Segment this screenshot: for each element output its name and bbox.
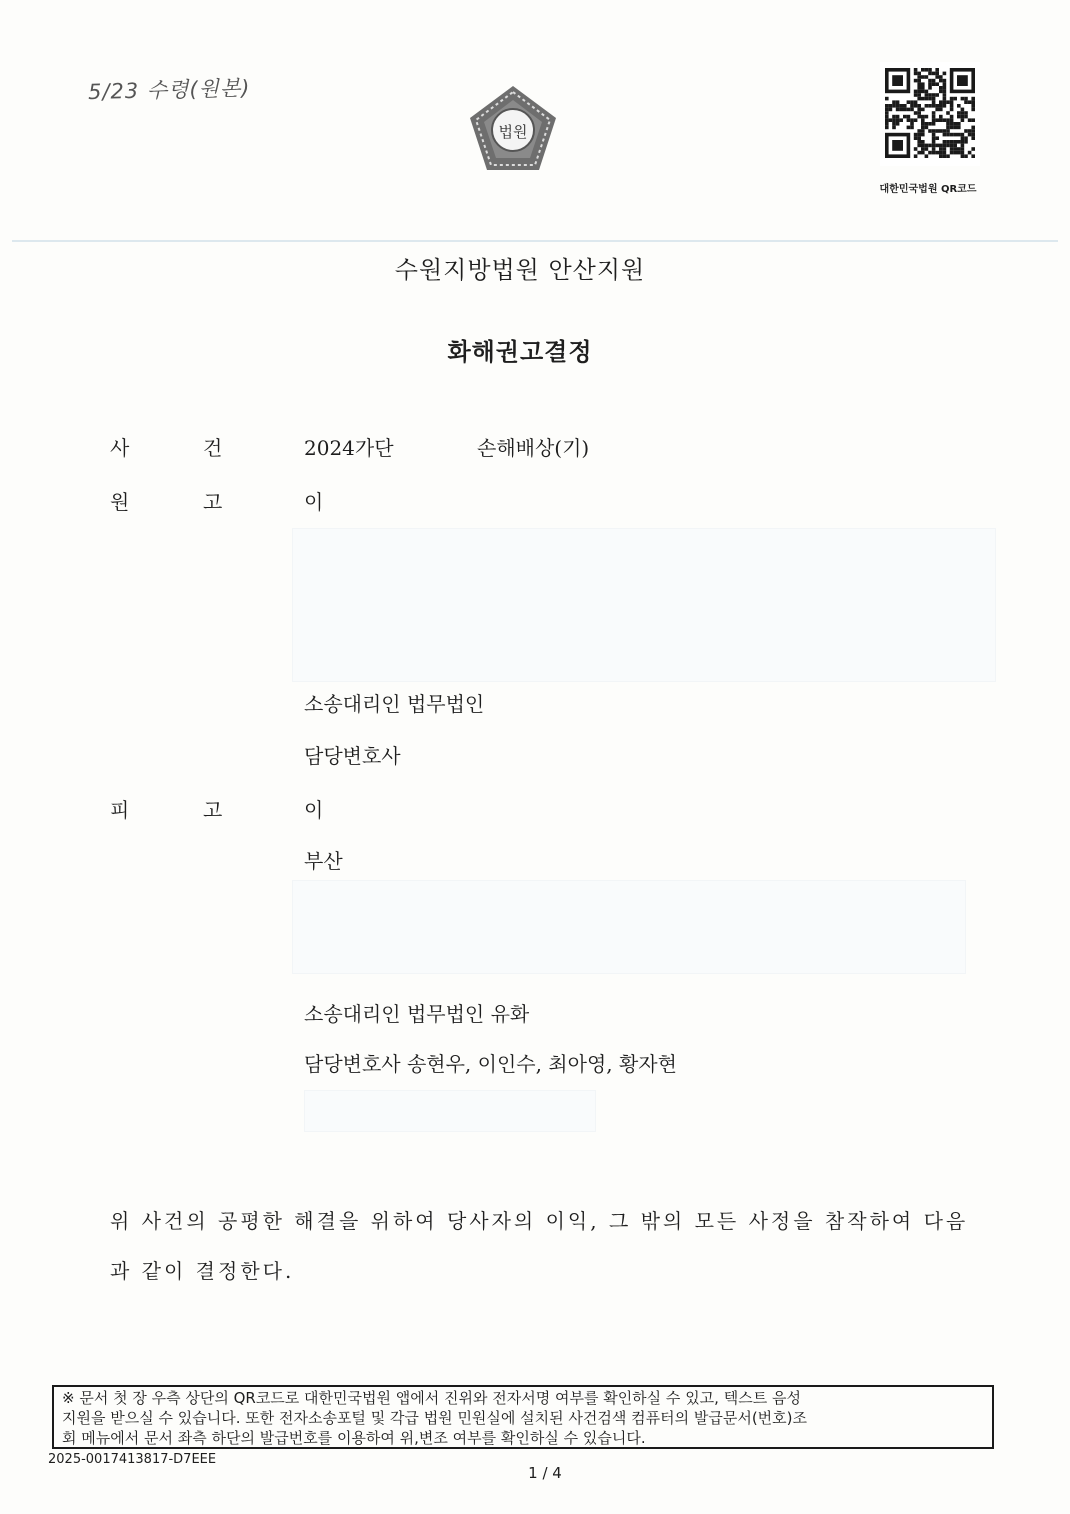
redacted-defendant-address: [292, 880, 966, 974]
emblem-label: 법원: [498, 123, 528, 141]
case-label-char-2: 건: [203, 436, 223, 460]
page-number: 1 / 4: [528, 1464, 562, 1482]
defendant-attorneys: 담당변호사 송현우, 이인수, 최아영, 황자현: [304, 1052, 677, 1076]
handwritten-receipt-note: 5/23 수령(원본): [87, 75, 251, 105]
plaintiff-label-char-1: 원: [110, 490, 130, 514]
plaintiff-label-char-2: 고: [203, 490, 223, 514]
court-name: 수원지방법원 안산지원: [394, 256, 646, 284]
case-name: 손해배상(기): [477, 436, 590, 460]
case-number: 2024가단: [304, 436, 394, 460]
decision-body-line-1: 위 사건의 공평한 해결을 위하여 당사자의 이익, 그 밖의 모든 사정을 참작하여 다음: [110, 1209, 969, 1233]
defendant-address: 부산: [304, 849, 343, 873]
verification-notice-box: [52, 1385, 994, 1449]
plaintiff-agent: 소송대리인 법무법인: [304, 692, 485, 716]
document-title: 화해권고결정: [447, 338, 593, 366]
notice-line-3: 회 메뉴에서 문서 좌측 하단의 발급번호를 이용하여 위,변조 여부를 확인하실 수 있습니다.: [62, 1429, 646, 1447]
redacted-line: [304, 1090, 596, 1132]
qr-code-icon: [880, 62, 980, 166]
qr-caption: 대한민국법원 QR코드: [879, 184, 977, 195]
notice-line-2: 지원을 받으실 수 있습니다. 또한 전자소송포털 및 각급 법원 민원실에 설치된 사건검색 컴퓨터의 발급문서(번호)조: [62, 1409, 808, 1427]
defendant-label-char-2: 고: [203, 798, 223, 822]
case-label-char-1: 사: [110, 436, 130, 460]
issue-number: 2025-0017413817-D7EEE: [48, 1452, 217, 1467]
court-emblem-icon: [466, 82, 560, 176]
decision-body-line-2: 과 같이 결정한다.: [110, 1259, 295, 1283]
header-divider: [12, 240, 1058, 242]
defendant-label-char-1: 피: [110, 798, 130, 822]
plaintiff-attorney: 담당변호사: [304, 744, 401, 768]
defendant-name: 이: [304, 798, 324, 822]
redacted-plaintiff-address: [292, 528, 996, 682]
defendant-agent: 소송대리인 법무법인 유화: [304, 1002, 530, 1026]
plaintiff-name: 이: [304, 490, 324, 514]
notice-line-1: ※ 문서 첫 장 우측 상단의 QR코드로 대한민국법원 앱에서 진위와 전자서명 여부를 확인하실 수 있고, 텍스트 음성: [62, 1389, 801, 1407]
